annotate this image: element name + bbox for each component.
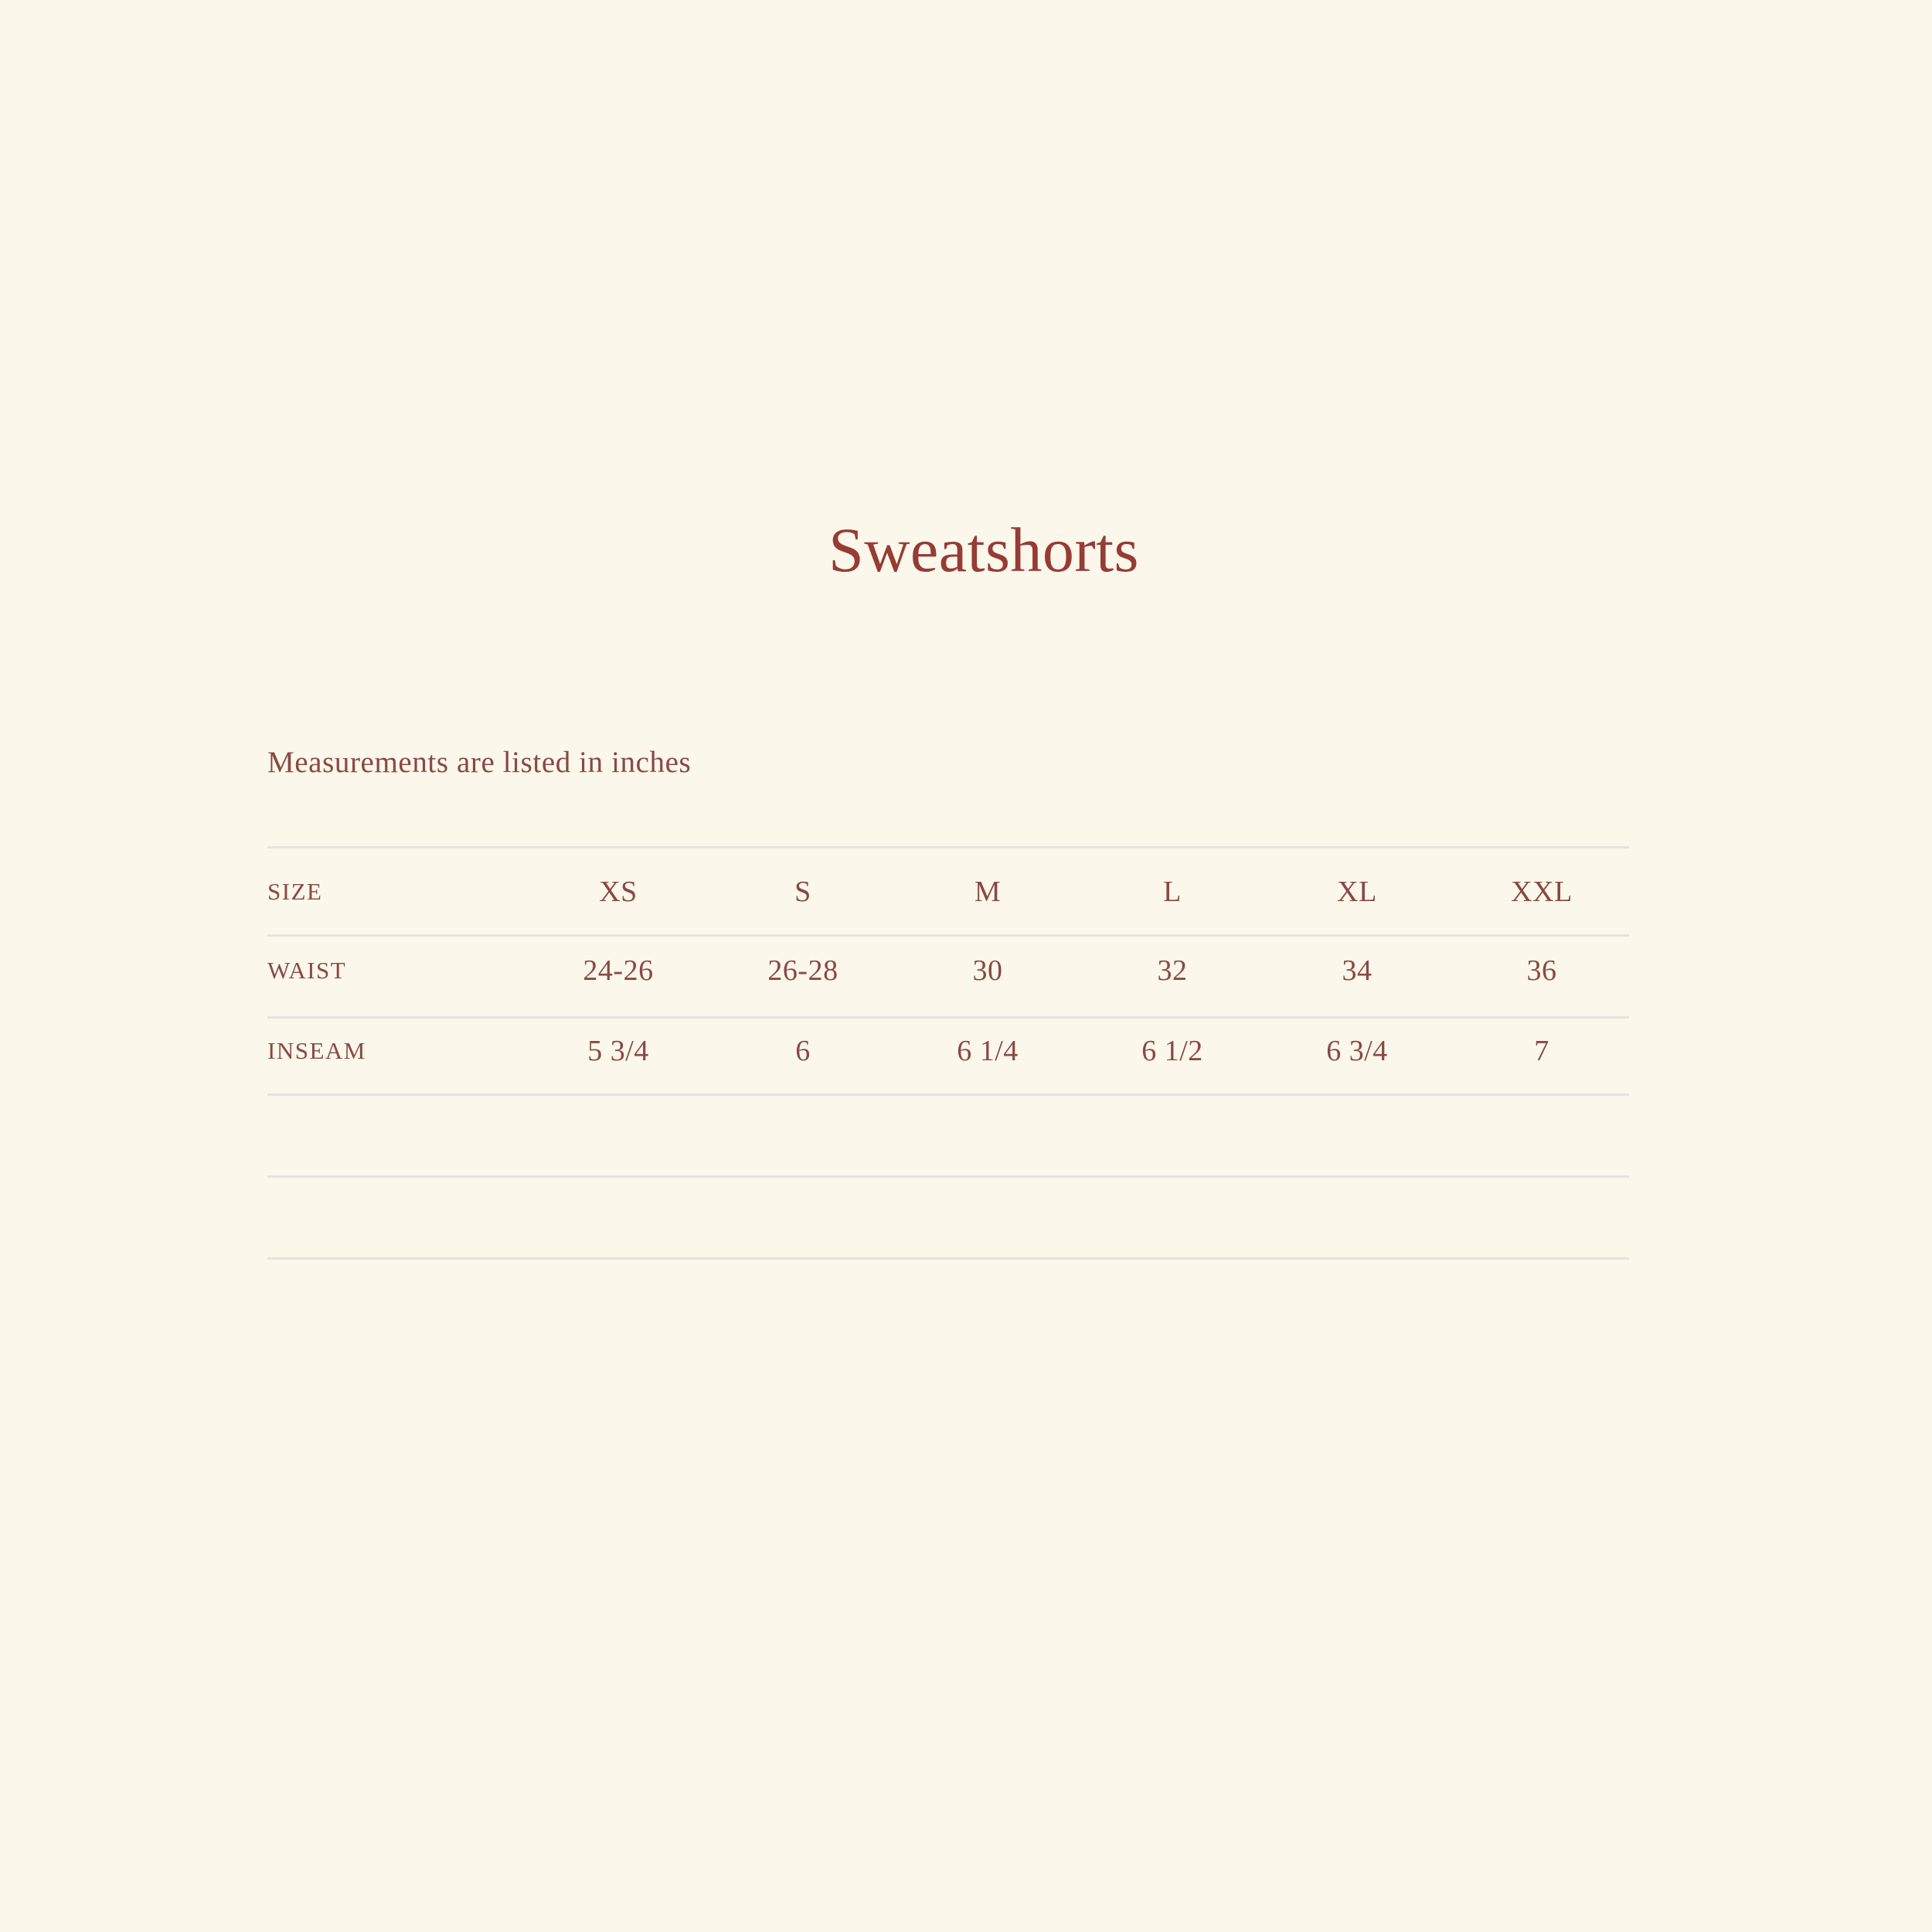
- page-title: Sweatshorts: [828, 515, 1139, 585]
- size-header-l: L: [1163, 876, 1182, 908]
- waist-m: 30: [972, 954, 1003, 987]
- waist-xs: 24-26: [583, 954, 654, 987]
- waist-s: 26-28: [767, 954, 838, 987]
- inseam-xxl: 7: [1534, 1035, 1549, 1067]
- table-row-waist: [267, 932, 1629, 1009]
- table-row-inseam: [267, 1012, 1629, 1090]
- inseam-xs: 5 3/4: [587, 1035, 649, 1067]
- table-rule: [267, 846, 1629, 849]
- table-rule: [267, 1257, 1629, 1260]
- measurement-note: Measurements are listed in inches: [267, 746, 692, 779]
- size-header-s: S: [794, 876, 811, 908]
- table-rule: [267, 1094, 1629, 1096]
- waist-label: WAIST: [267, 957, 347, 984]
- size-header-xs: XS: [599, 876, 638, 908]
- inseam-m: 6 1/4: [957, 1035, 1019, 1067]
- size-header-m: M: [974, 876, 1002, 908]
- inseam-xl: 6 3/4: [1326, 1035, 1388, 1067]
- waist-l: 32: [1157, 954, 1188, 987]
- inseam-label: INSEAM: [267, 1037, 366, 1064]
- size-header-xl: XL: [1337, 876, 1377, 908]
- waist-xxl: 36: [1526, 954, 1557, 987]
- size-header-label: SIZE: [267, 878, 323, 905]
- size-header-xxl: XXL: [1511, 876, 1573, 908]
- inseam-s: 6: [795, 1035, 811, 1067]
- table-header-row: [267, 853, 1629, 930]
- table-rule: [267, 1175, 1629, 1178]
- waist-xl: 34: [1342, 954, 1372, 987]
- inseam-l: 6 1/2: [1141, 1035, 1203, 1067]
